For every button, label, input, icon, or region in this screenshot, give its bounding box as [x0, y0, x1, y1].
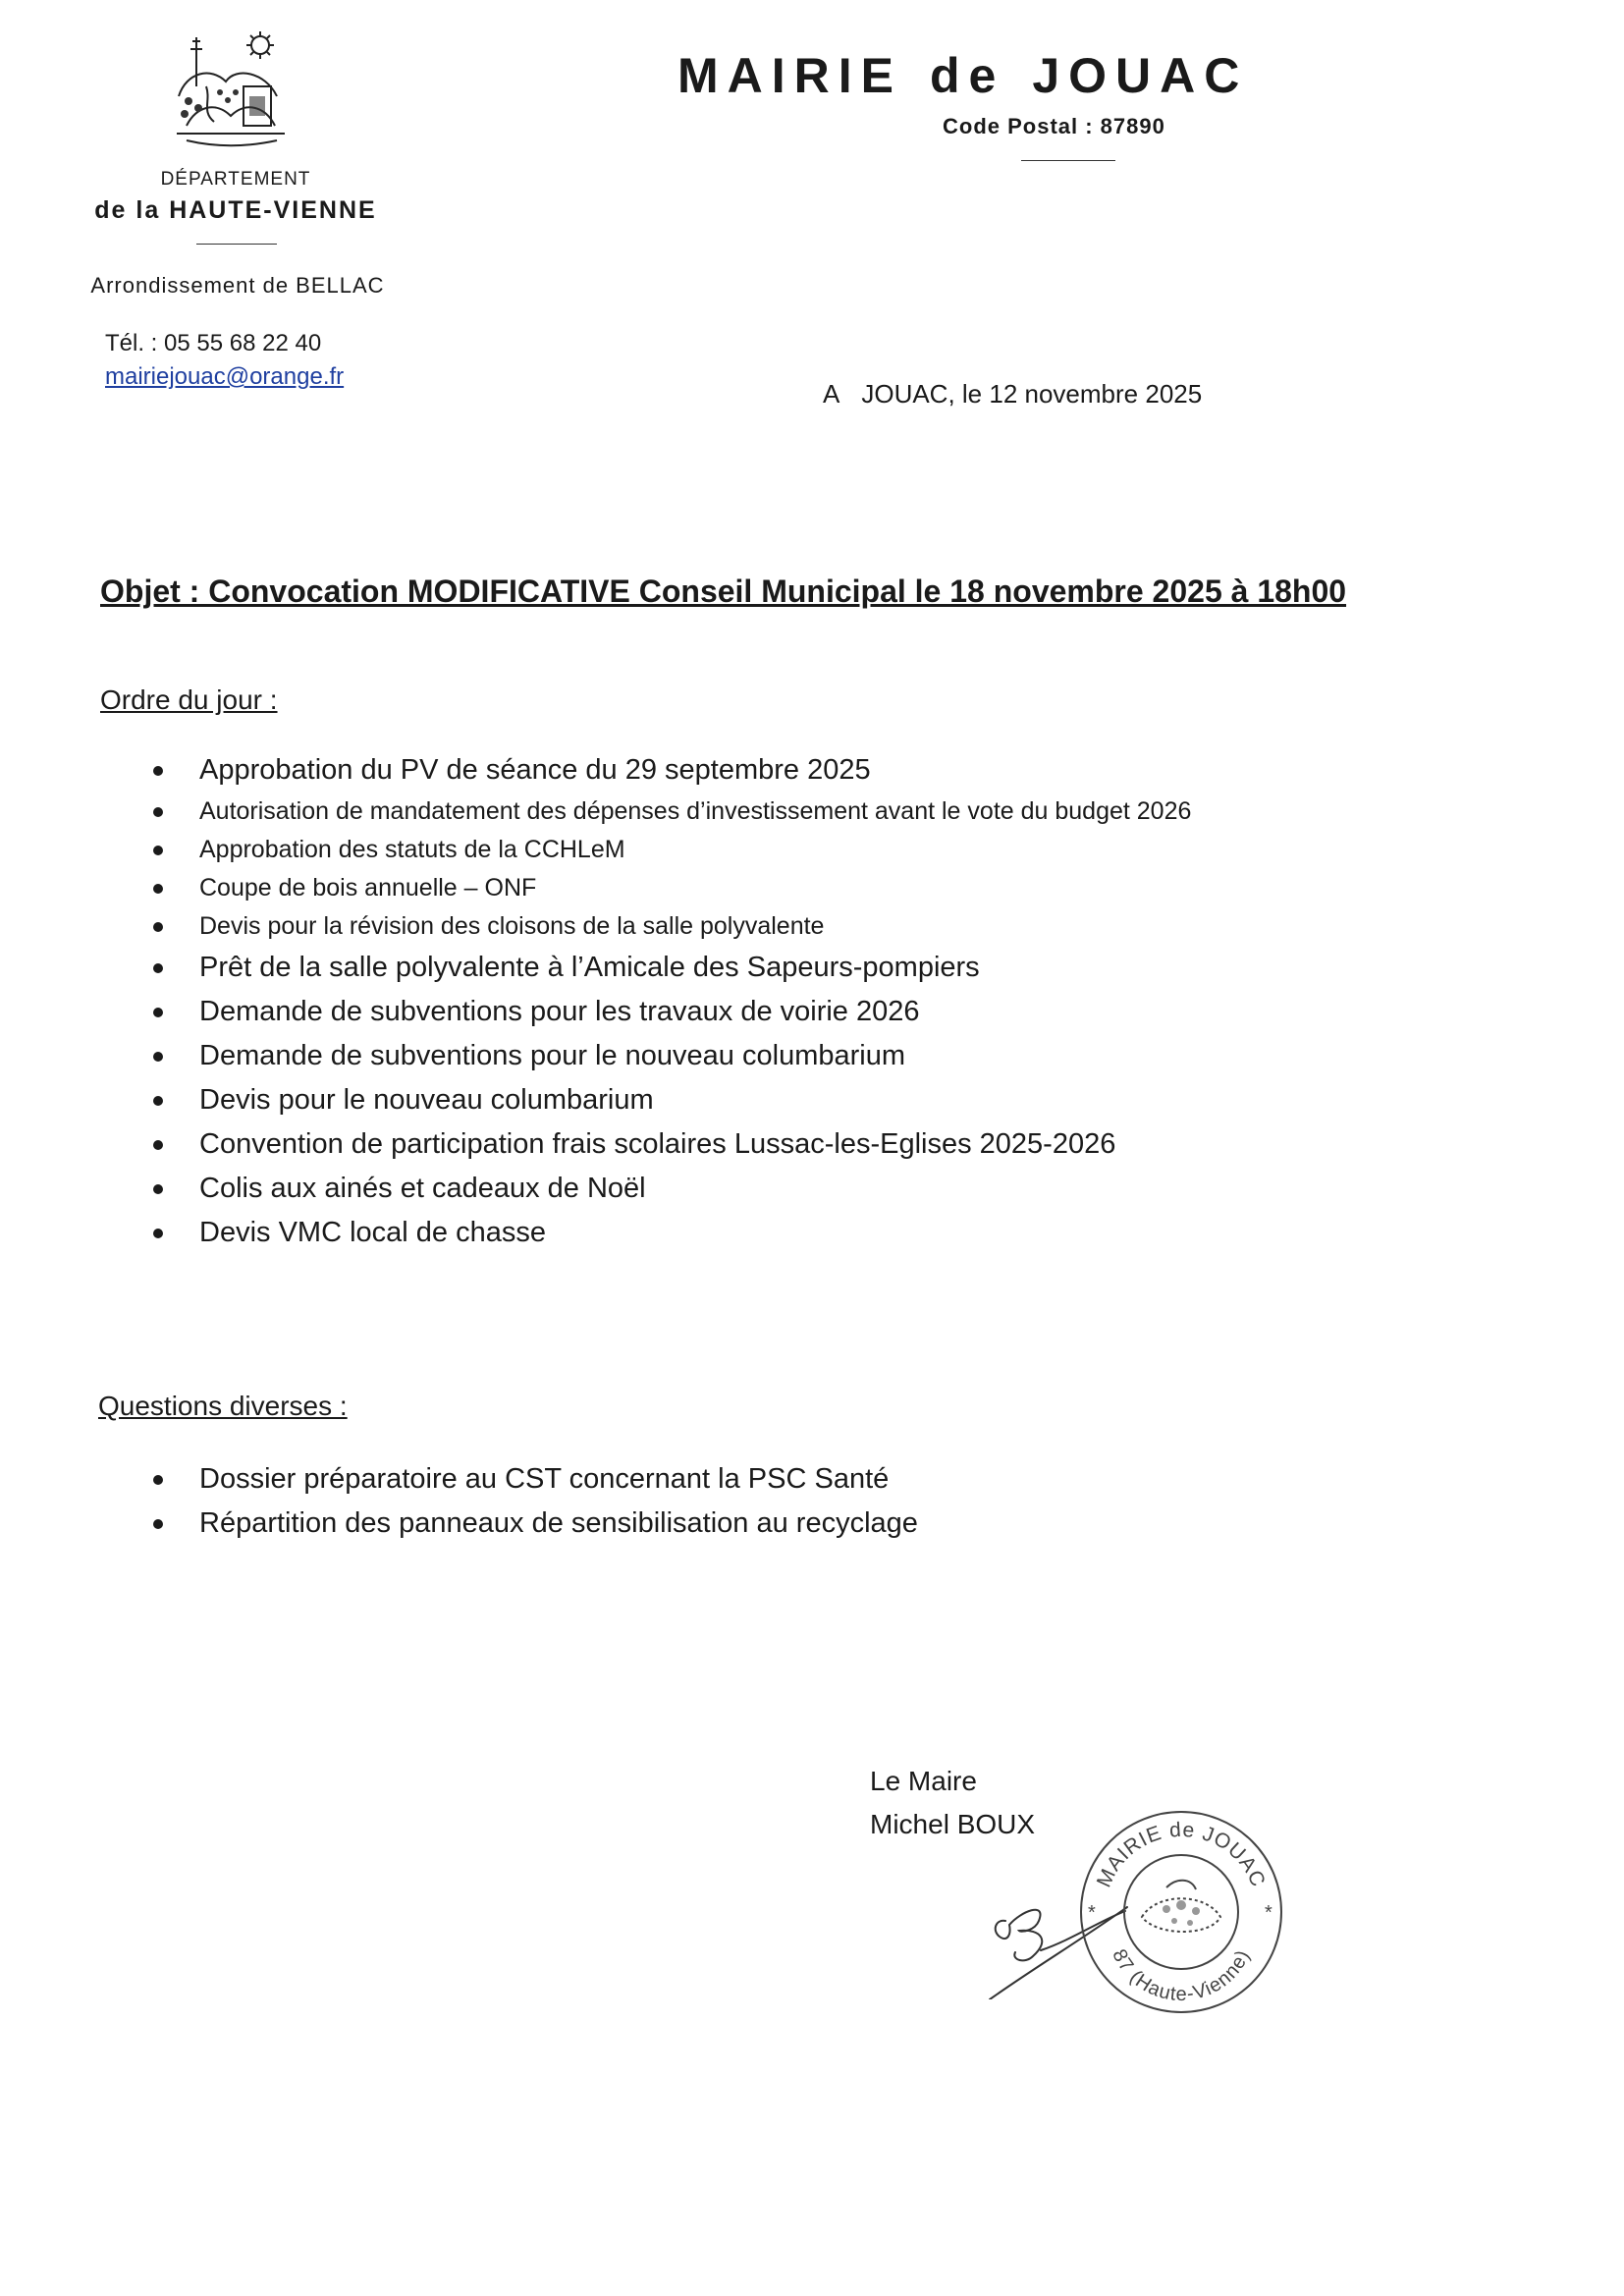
agenda-item: Devis pour la révision des cloisons de la salle polyvalente: [155, 907, 1191, 946]
postal-code: Code Postal : 87890: [943, 114, 1165, 138]
agenda-list: [155, 748, 1191, 1255]
subject-line: Objet : Convocation MODIFICATIVE Conseil Municipal le 18 novembre 2025 à 18h00: [100, 574, 1347, 609]
stamp-bottom-text: 87 (Haute-Vienne): [1108, 1945, 1255, 2006]
svg-text:87 (Haute-Vienne): [1108, 1946, 1254, 2005]
agenda-item: Demande de subventions pour le nouveau columbarium: [155, 1034, 1191, 1078]
email-link[interactable]: mairiejouac@orange.fr: [105, 363, 345, 390]
question-item: Dossier préparatoire au CST concernant la PSC Santé: [155, 1457, 918, 1502]
title-word-jouac: JOUAC: [1032, 48, 1249, 103]
date-line: [823, 379, 1202, 410]
signatory-title: Le Maire: [870, 1766, 977, 1796]
date-text: JOUAC, le 12 novembre 2025: [861, 379, 1203, 409]
agenda-item: Prêt de la salle polyvalente à l’Amicale des Sapeurs-pompiers: [155, 946, 1191, 990]
official-stamp: [1068, 1799, 1294, 2025]
title-word-mairie: MAIRIE: [677, 48, 902, 103]
agenda-item: Devis pour le nouveau columbarium: [155, 1078, 1191, 1122]
agenda-heading: Ordre du jour :: [100, 684, 278, 715]
letterhead-divider: [196, 244, 277, 245]
agenda-item: Coupe de bois annuelle – ONF: [155, 869, 1191, 907]
agenda-item: Approbation des statuts de la CCHLeM: [155, 831, 1191, 869]
agenda-item: Autorisation de mandatement des dépenses d’investissement avant le vote du budget 2026: [155, 793, 1191, 831]
agenda-item: Convention de participation frais scolaires Lussac-les-Eglises 2025-2026: [155, 1122, 1191, 1167]
arrondissement: Arrondissement de BELLAC: [90, 273, 385, 298]
questions-heading: Questions diverses :: [98, 1391, 348, 1421]
department-label: DÉPARTEMENT: [160, 169, 311, 190]
agenda-item: Colis aux ainés et cadeaux de Noël: [155, 1167, 1191, 1211]
telephone: Tél. : 05 55 68 22 40: [105, 330, 322, 356]
title-word-de: de: [930, 48, 1005, 103]
signatory-name: Michel BOUX: [870, 1809, 1036, 1839]
questions-list: [155, 1457, 918, 1546]
agenda-item: Devis VMC local de chasse: [155, 1211, 1191, 1255]
mairie-title: [677, 47, 1248, 104]
date-prefix: A: [823, 379, 840, 409]
coat-of-arms-emblem: [167, 27, 295, 150]
stamp-top-text: MAIRIE de JOUAC: [1092, 1818, 1271, 1891]
stamp-star-left: *: [1088, 1902, 1096, 1924]
agenda-item: Approbation du PV de séance du 29 septembre 2025: [155, 748, 1191, 793]
agenda-item: Demande de subventions pour les travaux de voirie 2026: [155, 990, 1191, 1034]
question-item: Répartition des panneaux de sensibilisation au recyclage: [155, 1502, 918, 1546]
stamp-star-right: *: [1265, 1902, 1272, 1924]
title-divider: [1021, 160, 1115, 161]
department-name: de la HAUTE-VIENNE: [94, 196, 377, 224]
